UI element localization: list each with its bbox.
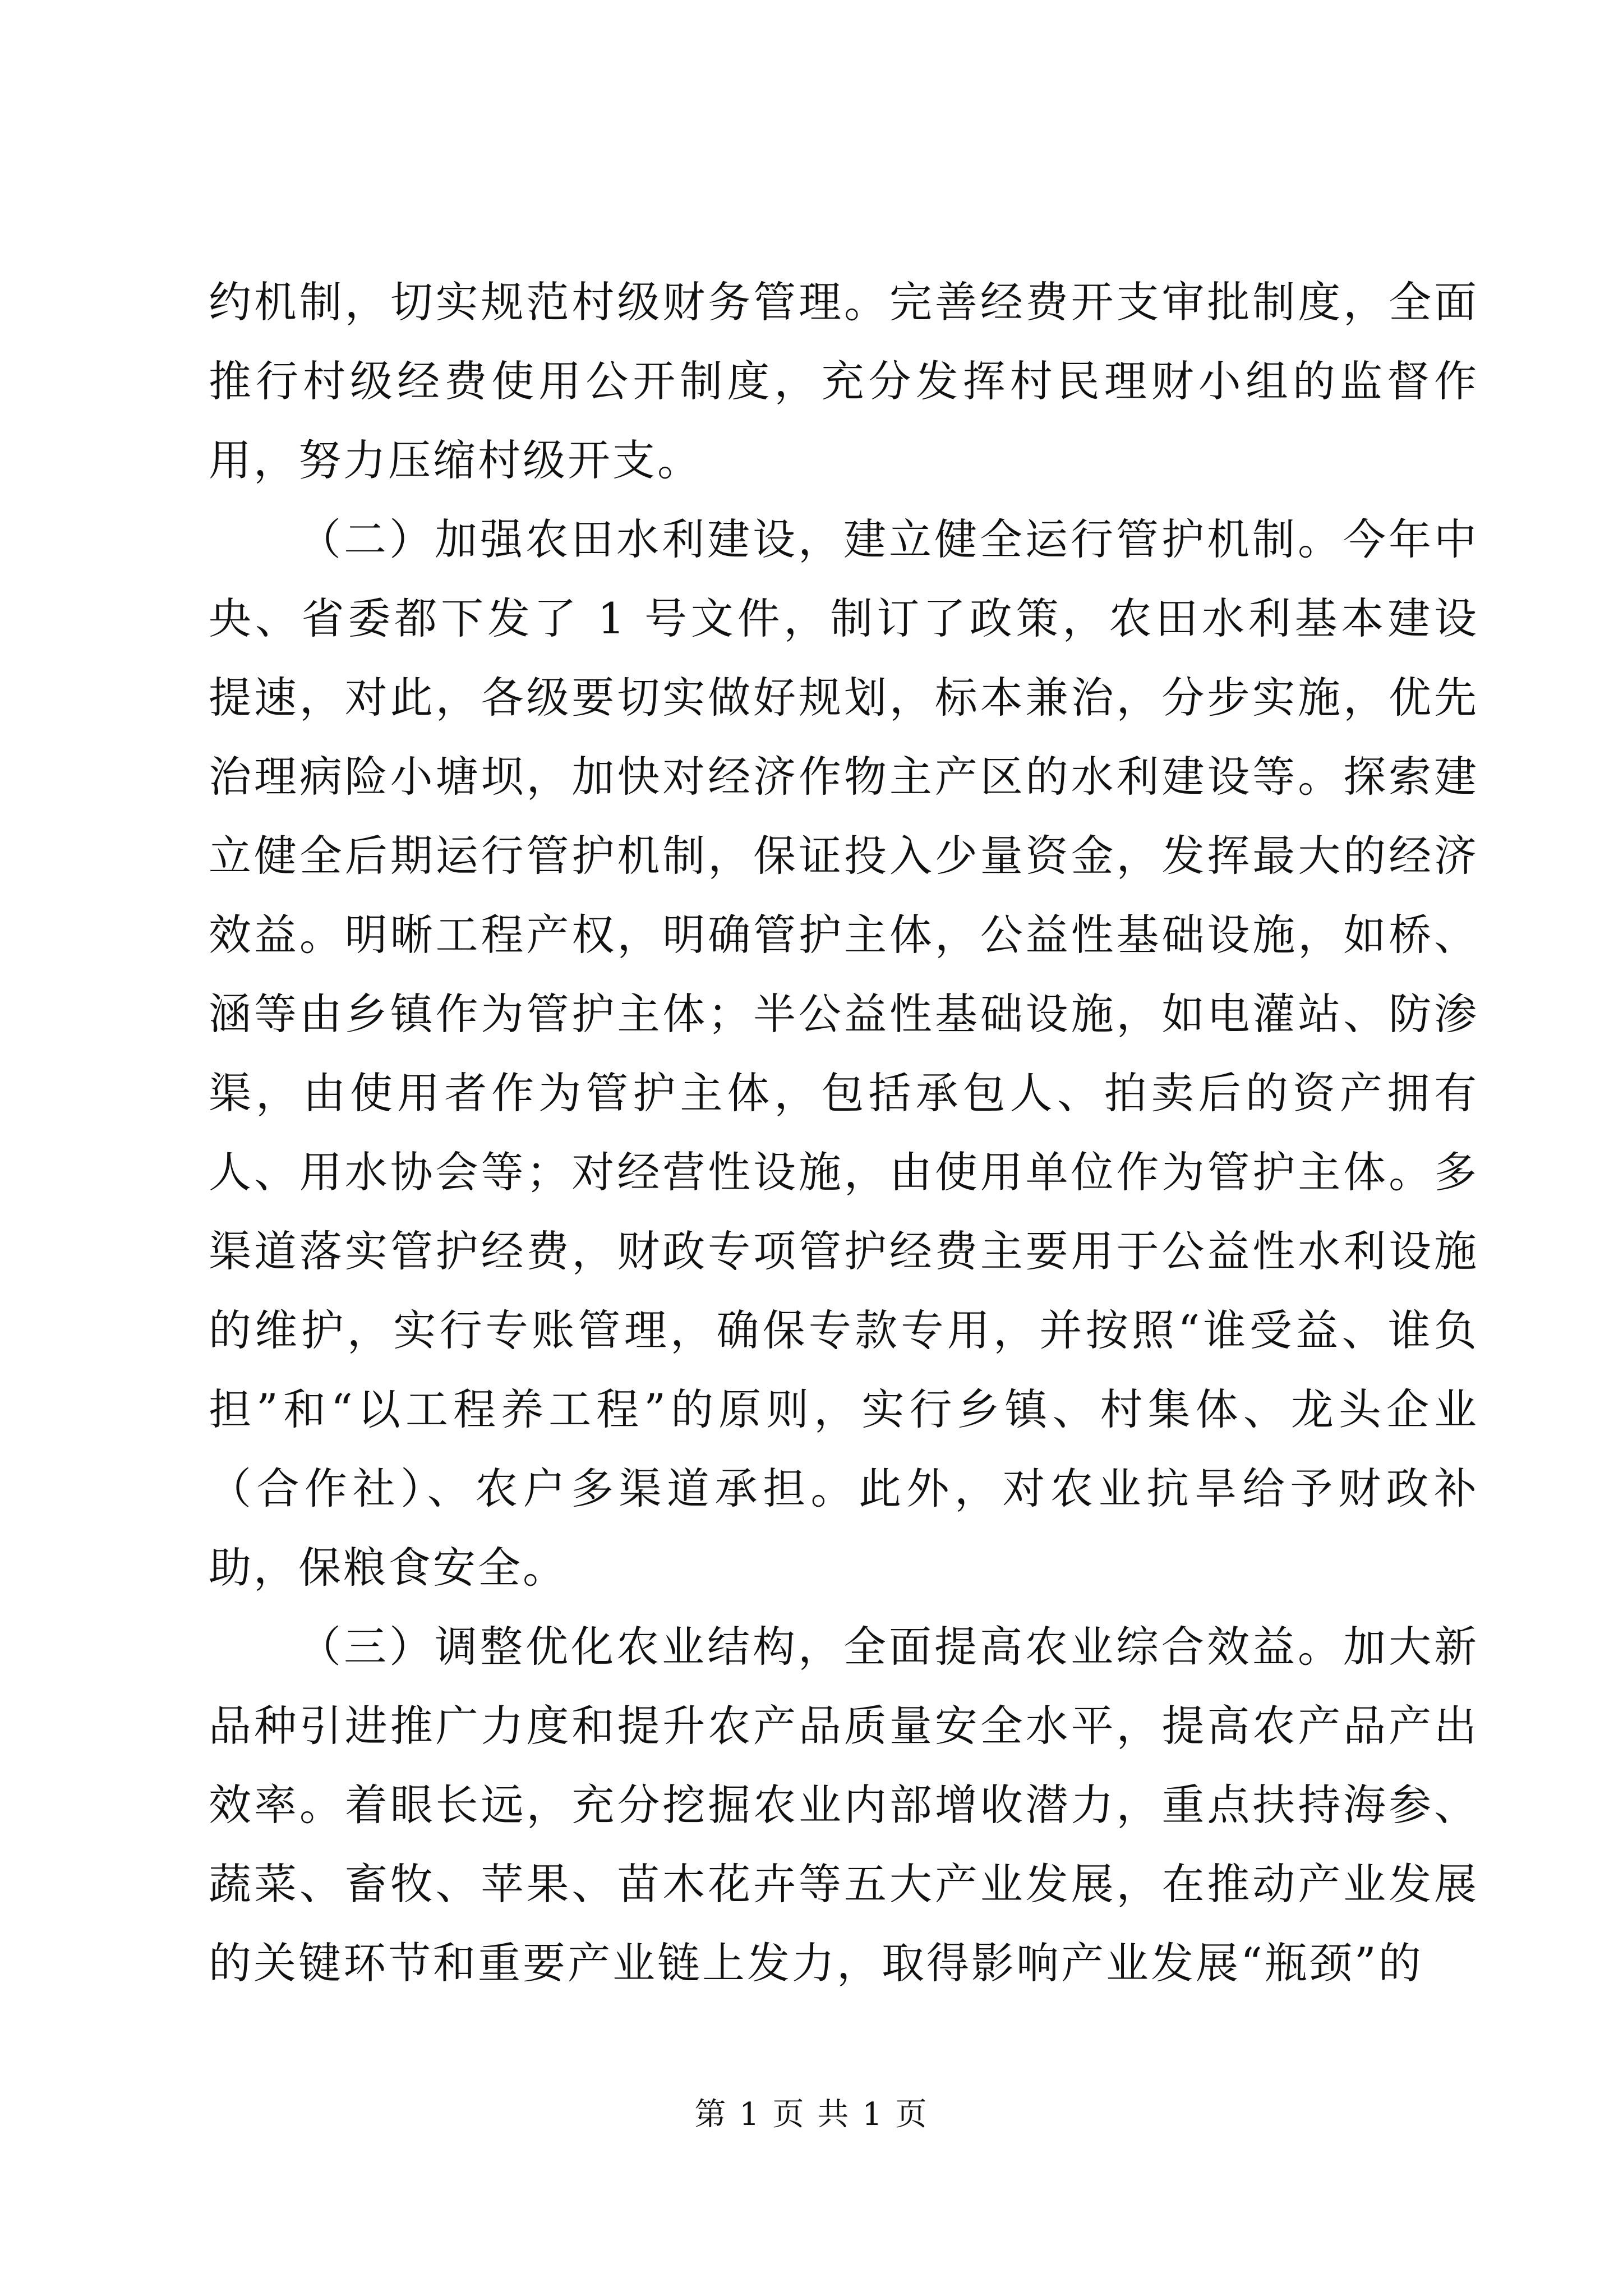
page-number-label: 第 1 页 共 1 页 [694,2096,929,2133]
paragraph-3: （三）调整优化农业结构，全面提高农业综合效益。加大新品种引进推广力度和提升农产品质量安全水平，提高农产品产出效率。着眼长远，充分挖掘农业内部增收潜力，重点扶持海参、蔬菜、畜牧、苹果、苗木花卉等五大产业发展，在推动产业发展的关键环节和重要产业链上发力，取得影响产业发展“瓶颈”的 [209,1622,1479,1988]
paragraph-1: 约机制，切实规范村级财务管理。完善经费开支审批制度，全面推行村级经费使用公开制度，充分发挥村民理财小组的监督作用，努力压缩村级开支。 [209,277,1479,485]
paragraph-2: （二）加强农田水利建设，建立健全运行管护机制。今年中央、省委都下发了 1 号文件，制订了政策，农田水利基本建设提速，对此，各级要切实做好规划，标本兼治，分步实施，优先治理病险小塘坝，加快对经济作物主产区的水利建设等。探索建立健全后期运行管护机制，保证投入少量资金，发挥最大的经济效益。明晰工程产权，明确管护主体，公益性基础设施，如桥、涵等由乡镇作为管护主体；半公益性基础设施，如电灌站、防渗渠，由使用者作为管护主体，包括承包人、拍卖后的资产拥有人、用水协会等；对经营性设施，由使用单位作为管护主体。多渠道落实管护经费，财政专项管护经费主要用于公益性水利设施的维护，实行专账管理，确保专款专用，并按照“谁受益、谁负担”和“以工程养工程”的原则，实行乡镇、村集体、龙头企业（合作社）、农户多渠道承担。此外，对农业抗旱给予财政补助，保粮食安全。 [209,514,1479,1593]
page-footer [0,2095,1623,2134]
document-body [209,263,1479,2003]
